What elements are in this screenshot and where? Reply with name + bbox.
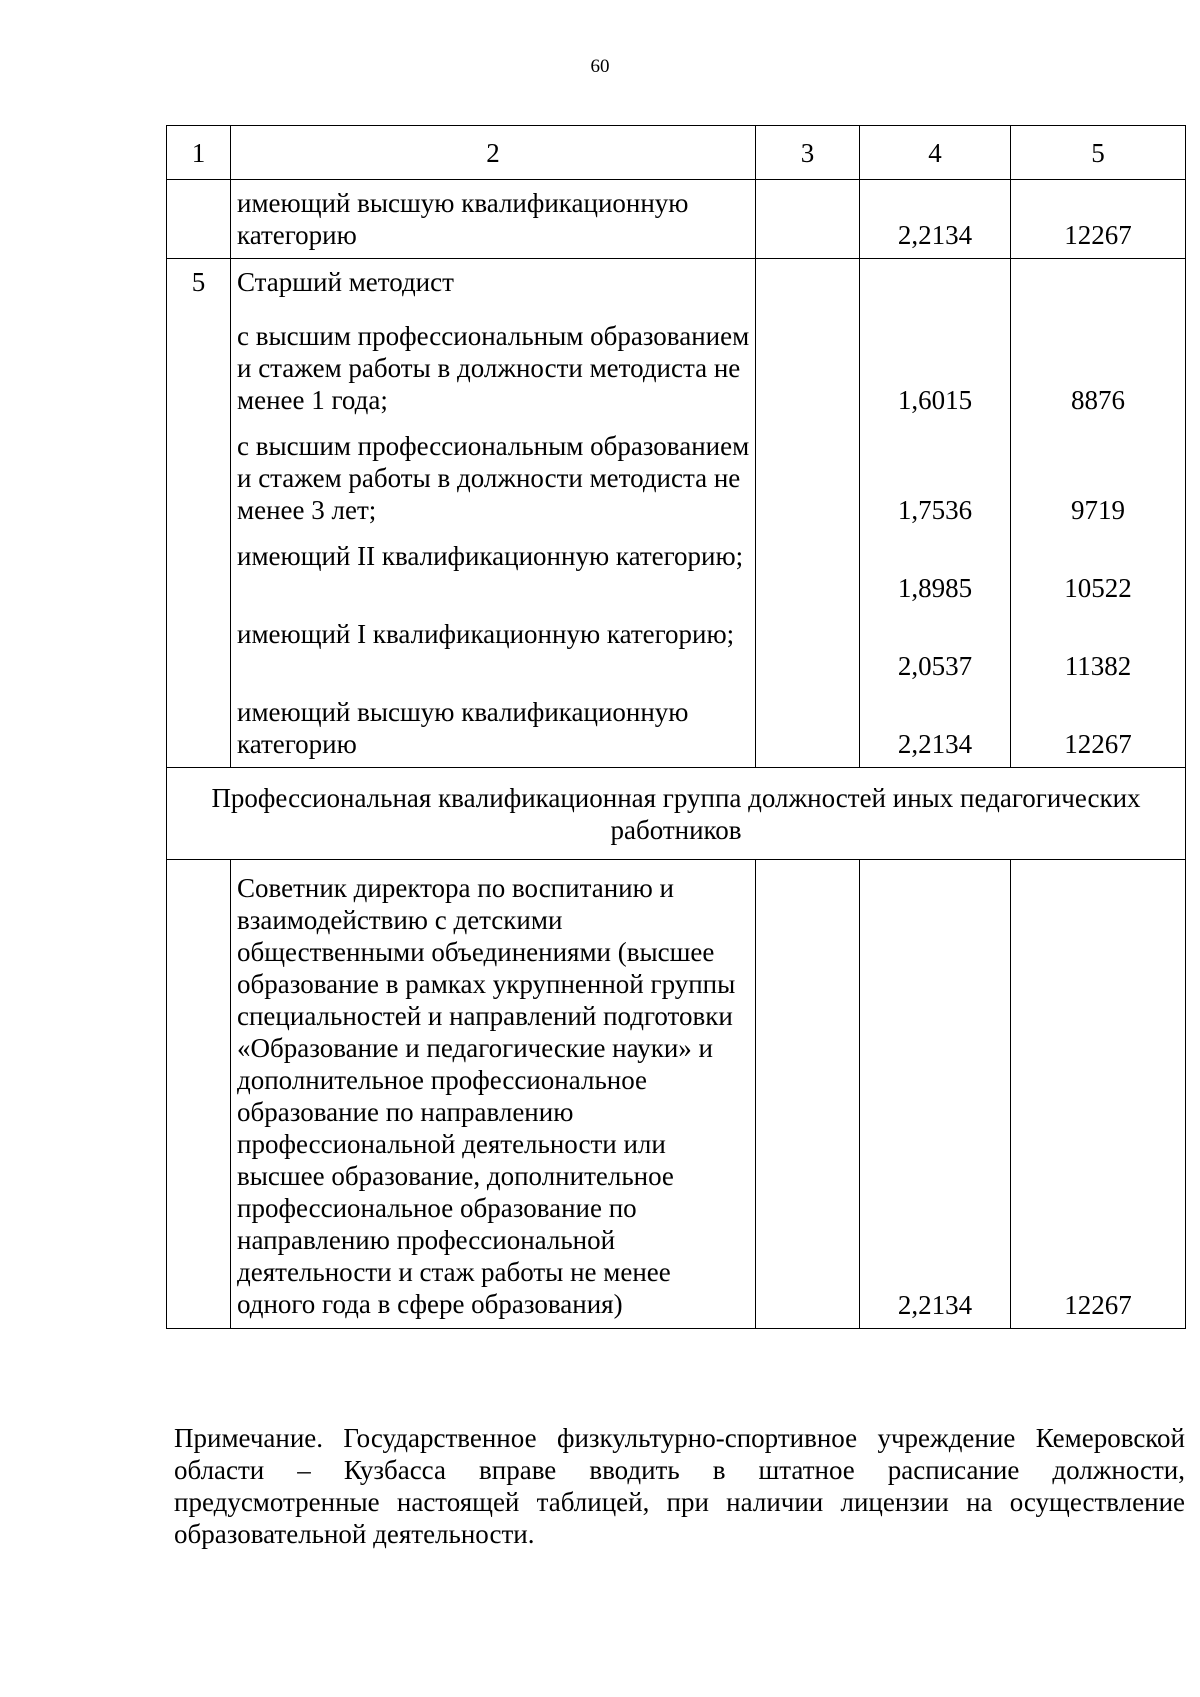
entry-text: имеющий высшую квалификационную категорию [237,697,689,759]
salary-column [1011,259,1186,768]
coefficient-value: 2,0537 [897,651,973,681]
table-row-continued [167,180,1186,259]
row-number [167,180,231,259]
header-col-1: 1 [167,126,231,180]
table-row-advisor [167,860,1186,1329]
salary-value: 8876 [1071,385,1125,415]
salary-value: 11382 [1064,651,1132,681]
footnote: Примечание. Государственное физкультурно-спортивное учреждение Кемеровской области – Кузбасса вправе вводить в штатное расписание должности, предусмотренные настоящей таблицей, при наличии лицензии на осуществление образовательной деятельности. [174,1423,1185,1549]
coefficient-column [860,259,1011,768]
row-number: 5 [167,259,231,768]
position-title: Старший методист [237,267,454,297]
table-row-senior-methodist [167,259,1186,768]
salary-value: 12267 [1064,729,1132,759]
salary-value: 9719 [1071,495,1125,525]
row-number [167,860,231,1329]
entry-text: с высшим профессиональным образованием и стажем работы в должности методиста не менее 1 года; [237,321,750,415]
salary-table [166,125,1186,1329]
salary-value: 12267 [1011,860,1186,1329]
entry-text: имеющий I квалификационную категорию; [237,619,735,649]
empty-cell [756,259,860,768]
entry-text: с высшим профессиональным образованием и стажем работы в должности методиста не менее 3 лет; [237,431,750,525]
page-number: 60 [590,56,610,77]
group-title: Профессиональная квалификационная группа должностей иных педагогических работников [167,768,1186,860]
coefficient-value: 1,8985 [897,573,973,603]
empty-cell [756,180,860,259]
header-col-5: 5 [1011,126,1186,180]
table-header-row [167,126,1186,180]
position-description: имеющий высшую квалификационную категорию [231,180,756,259]
header-col-4: 4 [860,126,1011,180]
coefficient-value: 2,2134 [897,729,973,759]
coefficient-value: 1,6015 [897,385,973,415]
entry-text: имеющий II квалификационную категорию; [237,541,744,571]
coefficient-value: 2,2134 [860,860,1011,1329]
salary-value: 10522 [1064,573,1132,603]
position-description [231,259,756,768]
header-col-2: 2 [231,126,756,180]
coefficient-value: 1,7536 [897,495,973,525]
empty-cell [756,860,860,1329]
header-col-3: 3 [756,126,860,180]
position-description: Советник директора по воспитанию и взаимодействию с детскими общественными объединениями (высшее образование в рамках укрупненной группы специальностей и направлений подготовки «Образование и педагогические науки» и дополнительное профессиональное образование по направлению профессиональной деятельности или высшее образование, дополнительное профессиональное образование по направлению профессиональной деятельности и стаж работы не менее одного года в сфере образования) [231,860,756,1329]
coefficient-value: 2,2134 [860,180,1011,259]
table-group-row [167,768,1186,860]
salary-value: 12267 [1011,180,1186,259]
